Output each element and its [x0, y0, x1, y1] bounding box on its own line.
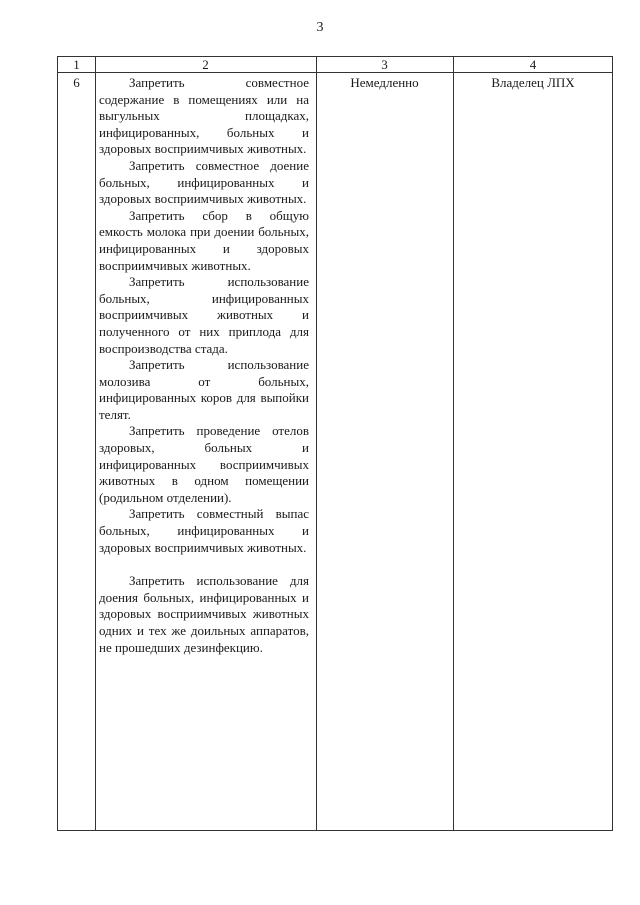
- measure-item: Запретить совместное доение больных, инфицированных и здоровых восприимчивых животных.: [99, 157, 309, 207]
- measure-item: Запретить сбор в общую емкость молока при доении больных, инфицированных и здоровых восприимчивых животных.: [99, 207, 309, 273]
- term-cell: Немедленно: [350, 75, 419, 90]
- measures-table: [57, 56, 613, 831]
- measures-cell: [99, 75, 309, 656]
- column-header-3: 3: [381, 57, 388, 72]
- measure-item: Запретить использование больных, инфицированных восприимчивых животных и полученного от них приплода для воспроизводства стада.: [99, 274, 309, 356]
- measure-item: Запретить совместный выпас больных, инфицированных и здоровых восприимчивых животных.: [99, 506, 309, 555]
- row-number: 6: [73, 75, 80, 90]
- measure-item: Запретить совместное содержание в помещениях или на выгульных площадках, инфицированных, больных и здоровых восприимчивых животных.: [99, 75, 309, 157]
- measure-item: Запретить использование для доения больных, инфицированных и здоровых восприимчивых животных одних и тех же доильных аппаратов, не прошедших дезинфекцию.: [99, 573, 309, 655]
- column-header-4: 4: [529, 57, 537, 72]
- page-number: 3: [316, 20, 324, 35]
- column-divider: [453, 57, 454, 830]
- column-header-1: 1: [73, 57, 80, 72]
- header-divider: [58, 72, 612, 73]
- measure-item: Запретить проведение отелов здоровых, больных и инфицированных восприимчивых животных в одном помещении (родильном отделении).: [99, 423, 309, 505]
- column-divider: [95, 57, 96, 830]
- responsible-cell: Владелец ЛПХ: [491, 75, 575, 90]
- measure-item: Запретить использование молозива от больных, инфицированных коров для выпойки телят.: [99, 357, 309, 422]
- column-divider: [316, 57, 317, 830]
- column-header-2: 2: [202, 57, 209, 72]
